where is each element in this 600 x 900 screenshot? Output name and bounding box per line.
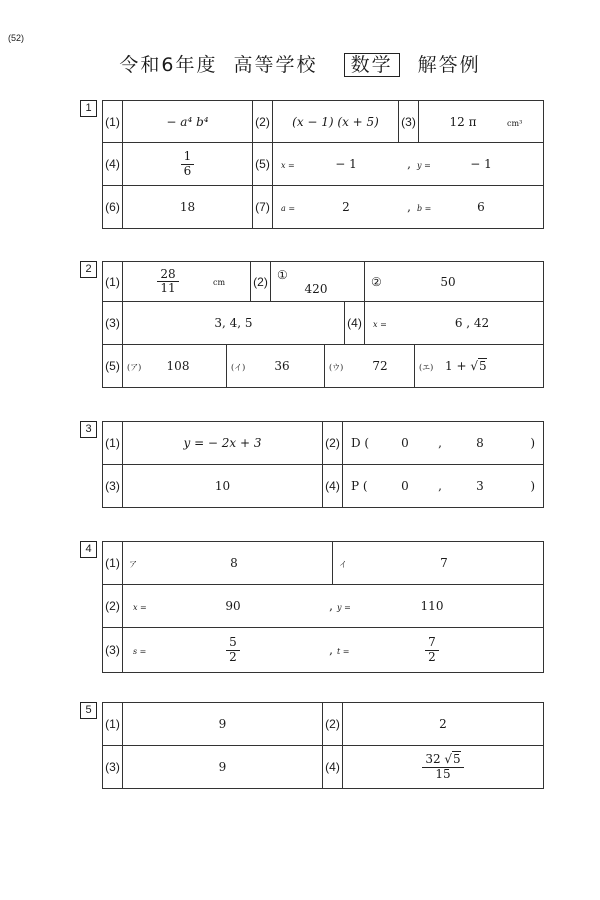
q4-1-i-value: 7 <box>440 556 448 570</box>
q3-2-point-label: D ( <box>351 436 370 450</box>
q4-2-label: (2) <box>103 585 123 628</box>
q1-7-label: (7) <box>253 186 273 229</box>
q5-4-numerator <box>422 753 463 767</box>
q4-3-answer <box>123 628 544 673</box>
q5-4-label: (4) <box>323 746 343 789</box>
section-1-table <box>102 100 544 229</box>
q3-2-y: 8 <box>476 436 484 450</box>
q1-5-x-value: − 1 <box>335 157 357 171</box>
q1-5-x-label: x = <box>281 161 295 170</box>
q5-1-answer: 9 <box>123 703 323 746</box>
q4-3-label: (3) <box>103 628 123 673</box>
q5-4-answer <box>343 746 544 789</box>
q1-7-b-value: 6 <box>477 200 485 214</box>
q1-4-answer <box>123 143 253 186</box>
q1-4-label: (4) <box>103 143 123 186</box>
q4-2-x-label: x = <box>133 603 147 612</box>
title-suffix: 解答例 <box>417 54 481 76</box>
q1-5-answer <box>273 143 544 186</box>
q1-4-denominator: 6 <box>183 163 192 178</box>
q2-1-unit: cm <box>213 278 226 287</box>
q5-4-radicand: 5 <box>453 752 461 767</box>
q2-1-numerator: 28 <box>157 268 178 282</box>
q1-1-label: (1) <box>103 101 123 143</box>
q4-3-t-numerator: 7 <box>425 636 439 650</box>
q1-7-a-value: 2 <box>342 200 350 214</box>
q4-2-separator: , <box>329 599 333 613</box>
q1-3-answer <box>419 101 544 143</box>
section-1-number: 1 <box>80 100 97 117</box>
q3-3-label: (3) <box>103 465 123 508</box>
q2-1-denominator: 11 <box>160 281 176 295</box>
q2-5-a-label: (ア) <box>127 363 142 372</box>
q4-2-y-label: y = <box>337 603 351 612</box>
q4-1-i-answer <box>333 542 544 585</box>
title-prefix: 令和6年度 <box>119 54 218 76</box>
q5-2-label: (2) <box>323 703 343 746</box>
q2-5-e-answer <box>415 345 544 388</box>
section-4-table <box>102 541 544 673</box>
q3-1-label: (1) <box>103 422 123 465</box>
q3-1-answer: y = − 2x + 3 <box>123 422 323 465</box>
q2-2-2-value: 50 <box>440 274 456 289</box>
q5-4-denominator: 15 <box>435 766 451 781</box>
q2-5-u-answer <box>325 345 415 388</box>
q1-7-answer <box>273 186 544 229</box>
q4-3-t-label: t = <box>337 646 350 656</box>
q3-4-label: (4) <box>323 465 343 508</box>
q2-5-a-answer <box>123 345 227 388</box>
q3-2-answer <box>343 422 544 465</box>
q2-2-1-value: 420 <box>304 281 328 296</box>
q2-1-fraction <box>157 268 178 295</box>
q2-2-2-label: ② <box>371 274 382 289</box>
q2-5-label: (5) <box>103 345 123 388</box>
q3-2-label: (2) <box>323 422 343 465</box>
q1-3-unit: cm³ <box>507 118 523 128</box>
q2-3-label: (3) <box>103 302 123 345</box>
q1-5-label: (5) <box>253 143 273 186</box>
q4-3-s-label: s = <box>133 646 147 656</box>
q1-3-label: (3) <box>399 101 419 143</box>
q1-7-b-label: b = <box>417 204 432 213</box>
q3-4-separator: , <box>438 479 442 493</box>
q2-4-value: 6 , 42 <box>454 316 490 330</box>
section-3-number: 3 <box>80 421 97 438</box>
q4-2-answer <box>123 585 544 628</box>
q2-5-a-value: 108 <box>166 359 190 373</box>
q4-3-s-numerator: 5 <box>226 636 240 650</box>
section-4-number: 4 <box>80 541 97 558</box>
q2-5-i-label: (イ) <box>231 363 246 372</box>
q3-4-point-label: P ( <box>351 479 368 493</box>
q2-1-label: (1) <box>103 262 123 302</box>
section-2-number: 2 <box>80 261 97 278</box>
q3-4-y: 3 <box>476 479 484 493</box>
q1-2-label: (2) <box>253 101 273 143</box>
q2-5-e-value: 1 + √ <box>445 359 478 373</box>
q4-2-x-value: 90 <box>225 599 241 613</box>
q1-5-separator: , <box>407 157 411 171</box>
q4-1-i-label: イ <box>339 560 347 569</box>
q2-2-label: (2) <box>251 262 271 302</box>
q3-4-x: 0 <box>401 479 409 493</box>
q1-7-a-label: a = <box>281 204 296 213</box>
q2-2-2-answer <box>365 262 544 302</box>
q2-5-e-radicand: 5 <box>479 359 487 373</box>
q5-2-answer: 2 <box>343 703 544 746</box>
q1-2-answer: (x − 1) (x + 5) <box>273 101 399 143</box>
section-5-number: 5 <box>80 702 97 719</box>
q1-5-y-label: y = <box>417 161 431 170</box>
q2-5-i-answer <box>227 345 325 388</box>
title-subject-box: 数学 <box>344 53 400 77</box>
q2-4-label: (4) <box>345 302 365 345</box>
q5-4-fraction <box>422 753 463 780</box>
q2-5-u-value: 72 <box>372 359 388 373</box>
q1-5-y-value: − 1 <box>470 157 492 171</box>
q4-3-t-denominator: 2 <box>428 649 436 664</box>
q4-2-y-value: 110 <box>420 599 444 613</box>
q3-2-separator: , <box>438 436 442 450</box>
section-5-table <box>102 702 544 789</box>
q2-5-e-label: (エ) <box>419 363 434 372</box>
q2-3-answer: 3, 4, 5 <box>123 302 345 345</box>
q2-5-i-value: 36 <box>274 359 290 373</box>
q4-1-a-answer <box>123 542 333 585</box>
q3-4-answer <box>343 465 544 508</box>
title-school: 高等学校 <box>233 54 318 76</box>
q3-2-x: 0 <box>401 436 409 450</box>
q1-4-fraction <box>181 150 195 177</box>
page-number: (52) <box>8 33 25 43</box>
q4-3-s-denominator: 2 <box>229 649 237 664</box>
q3-3-answer: 10 <box>123 465 323 508</box>
q4-1-a-label: ア <box>129 560 137 569</box>
q2-2-1-answer <box>271 262 365 302</box>
q2-5-u-label: (ウ) <box>329 363 344 372</box>
q4-1-label: (1) <box>103 542 123 585</box>
q1-6-label: (6) <box>103 186 123 229</box>
q4-3-separator: , <box>329 642 333 657</box>
q2-4-x-label: x = <box>373 320 387 329</box>
section-2-table <box>102 261 544 388</box>
q5-4-numerator-coef: 32 √ <box>425 752 453 767</box>
section-3-table <box>102 421 544 508</box>
q5-3-answer: 9 <box>123 746 323 789</box>
q4-3-s-fraction <box>226 636 240 663</box>
q2-2-1-label: ① <box>277 267 288 282</box>
q4-3-t-fraction <box>425 636 439 663</box>
q2-1-answer <box>123 262 251 302</box>
q1-3-value: 12 π <box>449 114 477 129</box>
q1-1-answer: − a⁴ b⁴ <box>123 101 253 143</box>
q4-1-a-value: 8 <box>230 556 238 570</box>
q3-2-close: ) <box>530 436 535 450</box>
q2-4-answer <box>365 302 544 345</box>
q5-1-label: (1) <box>103 703 123 746</box>
q1-4-numerator: 1 <box>181 150 195 164</box>
q5-3-label: (3) <box>103 746 123 789</box>
q1-7-separator: , <box>407 200 411 214</box>
q3-4-close: ) <box>530 479 535 493</box>
q1-6-answer: 18 <box>123 186 253 229</box>
page-title <box>0 50 600 77</box>
